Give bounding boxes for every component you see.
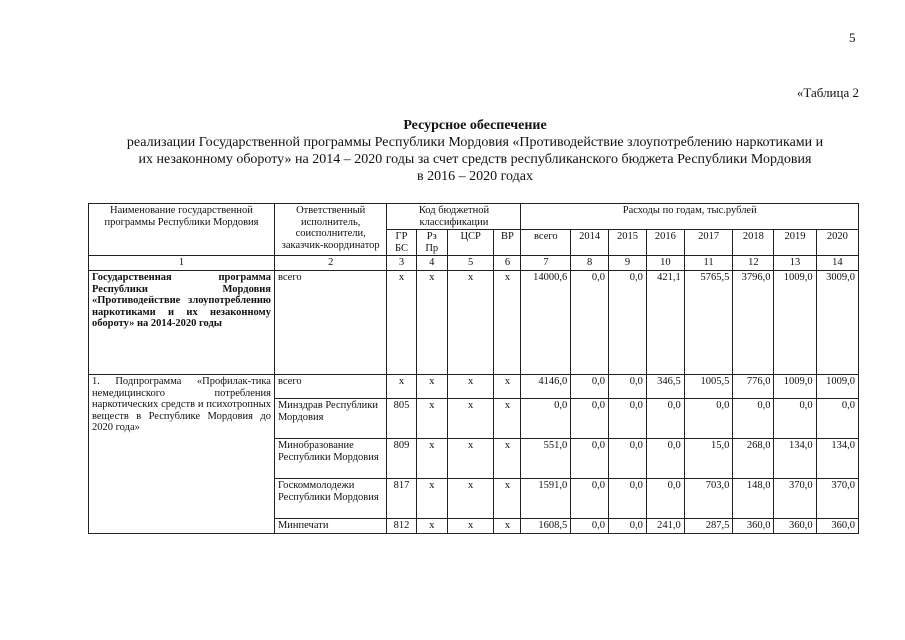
amount-cell: 3009,0 bbox=[816, 271, 858, 375]
header-total: всего bbox=[521, 230, 571, 256]
column-index-cell: 8 bbox=[571, 256, 609, 271]
header-year: 2020 bbox=[816, 230, 858, 256]
header-year: 2017 bbox=[684, 230, 733, 256]
header-year: 2016 bbox=[646, 230, 684, 256]
amount-cell: 134,0 bbox=[774, 439, 816, 479]
amount-cell: 0,0 bbox=[571, 519, 609, 534]
amount-cell: 134,0 bbox=[816, 439, 858, 479]
amount-cell: 287,5 bbox=[684, 519, 733, 534]
amount-cell: 0,0 bbox=[571, 479, 609, 519]
amount-cell: 15,0 bbox=[684, 439, 733, 479]
column-index-cell: 11 bbox=[684, 256, 733, 271]
table-row bbox=[89, 271, 859, 375]
amount-cell: 0,0 bbox=[816, 399, 858, 439]
amount-cell: 370,0 bbox=[774, 479, 816, 519]
amount-cell: 0,0 bbox=[733, 399, 774, 439]
resource-table bbox=[88, 203, 859, 534]
amount-cell: 148,0 bbox=[733, 479, 774, 519]
amount-cell: 1009,0 bbox=[774, 375, 816, 399]
amount-cell: 703,0 bbox=[684, 479, 733, 519]
budget-code-cell: х bbox=[447, 439, 493, 479]
budget-code-cell: х bbox=[416, 519, 447, 534]
header-budget-code: Код бюджетной классификации bbox=[387, 204, 521, 230]
amount-cell: 0,0 bbox=[646, 439, 684, 479]
amount-cell: 0,0 bbox=[571, 399, 609, 439]
amount-cell: 360,0 bbox=[733, 519, 774, 534]
amount-cell: 14000,6 bbox=[521, 271, 571, 375]
amount-cell: 0,0 bbox=[571, 439, 609, 479]
budget-code-cell: 805 bbox=[387, 399, 416, 439]
program-name: Государственная программа Республики Мордовия «Противодействие злоупотреблению наркотиками и их незаконному обороту» на 2014-2020 годы bbox=[89, 271, 275, 375]
budget-code-cell: х bbox=[416, 399, 447, 439]
amount-cell: 360,0 bbox=[774, 519, 816, 534]
amount-cell: 0,0 bbox=[521, 399, 571, 439]
amount-cell: 370,0 bbox=[816, 479, 858, 519]
amount-cell: 0,0 bbox=[646, 479, 684, 519]
table-label: «Таблица 2 bbox=[796, 85, 859, 100]
amount-cell: 360,0 bbox=[816, 519, 858, 534]
amount-cell: 1005,5 bbox=[684, 375, 733, 399]
amount-cell: 1009,0 bbox=[816, 375, 858, 399]
amount-cell: 0,0 bbox=[609, 375, 647, 399]
executor-cell: Госкоммолодежи Республики Мордовия bbox=[274, 479, 386, 519]
header-rzpr: Рз Пр bbox=[416, 230, 447, 256]
executor-cell: всего bbox=[274, 375, 386, 399]
budget-code-cell: х bbox=[494, 479, 521, 519]
column-index-cell: 9 bbox=[609, 256, 647, 271]
amount-cell: 1591,0 bbox=[521, 479, 571, 519]
title-line: реализации Государственной программы Республики Мордовия «Противодействие злоупотреблению наркотиками и bbox=[126, 135, 824, 150]
column-index-cell: 14 bbox=[816, 256, 858, 271]
header-executor: Ответственный исполнитель, соисполнители, заказчик-координатор bbox=[274, 204, 386, 256]
column-index-cell: 3 bbox=[387, 256, 416, 271]
budget-code-cell: х bbox=[447, 479, 493, 519]
column-index-row bbox=[89, 256, 859, 271]
budget-code-cell: х bbox=[494, 375, 521, 399]
amount-cell: 0,0 bbox=[646, 399, 684, 439]
title-line: в 2016 – 2020 годах bbox=[417, 169, 533, 184]
column-index-cell: 2 bbox=[274, 256, 386, 271]
header-row bbox=[89, 204, 859, 230]
column-index-cell: 7 bbox=[521, 256, 571, 271]
column-index-cell: 10 bbox=[646, 256, 684, 271]
page-number: 5 bbox=[849, 30, 856, 45]
header-expenses: Расходы по годам, тыс.рублей bbox=[521, 204, 859, 230]
budget-code-cell: х bbox=[447, 519, 493, 534]
column-index-cell: 13 bbox=[774, 256, 816, 271]
amount-cell: 241,0 bbox=[646, 519, 684, 534]
executor-cell: Минобразование Республики Мордовия bbox=[274, 439, 386, 479]
header-csr: ЦСР bbox=[447, 230, 493, 256]
header-vr: ВР bbox=[494, 230, 521, 256]
amount-cell: 0,0 bbox=[609, 399, 647, 439]
amount-cell: 0,0 bbox=[609, 271, 647, 375]
column-index-cell: 4 bbox=[416, 256, 447, 271]
budget-code-cell: 817 bbox=[387, 479, 416, 519]
budget-code-cell: х bbox=[494, 399, 521, 439]
budget-code-cell: х bbox=[416, 271, 447, 375]
header-year: 2019 bbox=[774, 230, 816, 256]
amount-cell: 0,0 bbox=[609, 519, 647, 534]
amount-cell: 5765,5 bbox=[684, 271, 733, 375]
amount-cell: 0,0 bbox=[609, 479, 647, 519]
budget-code-cell: х bbox=[494, 439, 521, 479]
budget-code-cell: х bbox=[447, 271, 493, 375]
budget-code-cell: х bbox=[387, 271, 416, 375]
budget-code-cell: х bbox=[447, 375, 493, 399]
budget-code-cell: х bbox=[387, 375, 416, 399]
amount-cell: 3796,0 bbox=[733, 271, 774, 375]
executor-cell: Минпечати bbox=[274, 519, 386, 534]
amount-cell: 0,0 bbox=[684, 399, 733, 439]
header-year: 2014 bbox=[571, 230, 609, 256]
table-row bbox=[89, 375, 859, 399]
document-title bbox=[70, 117, 880, 185]
amount-cell: 0,0 bbox=[609, 439, 647, 479]
amount-cell: 551,0 bbox=[521, 439, 571, 479]
column-index-cell: 6 bbox=[494, 256, 521, 271]
amount-cell: 0,0 bbox=[774, 399, 816, 439]
budget-code-cell: х bbox=[416, 479, 447, 519]
title-heading: Ресурсное обеспечение bbox=[403, 118, 547, 133]
amount-cell: 1608,5 bbox=[521, 519, 571, 534]
budget-code-cell: х bbox=[494, 519, 521, 534]
amount-cell: 0,0 bbox=[571, 375, 609, 399]
header-year: 2018 bbox=[733, 230, 774, 256]
header-name: Наименование государственной программы Республики Мордовия bbox=[89, 204, 275, 256]
budget-code-cell: х bbox=[494, 271, 521, 375]
title-line: их незаконному обороту» на 2014 – 2020 годы за счет средств республиканского бюджета Республики Мордовия bbox=[138, 152, 812, 167]
executor-cell: всего bbox=[274, 271, 386, 375]
executor-cell: Минздрав Республики Мордовия bbox=[274, 399, 386, 439]
budget-code-cell: 812 bbox=[387, 519, 416, 534]
subprogram-name: 1. Подпрограмма «Профилак-тика немедицинского потребления наркотических средств и психотропных веществ в Республике Мордовия до 2020 года» bbox=[89, 375, 275, 534]
budget-code-cell: 809 bbox=[387, 439, 416, 479]
amount-cell: 268,0 bbox=[733, 439, 774, 479]
column-index-cell: 5 bbox=[447, 256, 493, 271]
amount-cell: 421,1 bbox=[646, 271, 684, 375]
amount-cell: 776,0 bbox=[733, 375, 774, 399]
budget-code-cell: х bbox=[416, 375, 447, 399]
amount-cell: 4146,0 bbox=[521, 375, 571, 399]
column-index-cell: 1 bbox=[89, 256, 275, 271]
amount-cell: 1009,0 bbox=[774, 271, 816, 375]
amount-cell: 0,0 bbox=[571, 271, 609, 375]
column-index-cell: 12 bbox=[733, 256, 774, 271]
budget-code-cell: х bbox=[416, 439, 447, 479]
header-year: 2015 bbox=[609, 230, 647, 256]
budget-code-cell: х bbox=[447, 399, 493, 439]
amount-cell: 346,5 bbox=[646, 375, 684, 399]
header-grbs: ГР БС bbox=[387, 230, 416, 256]
